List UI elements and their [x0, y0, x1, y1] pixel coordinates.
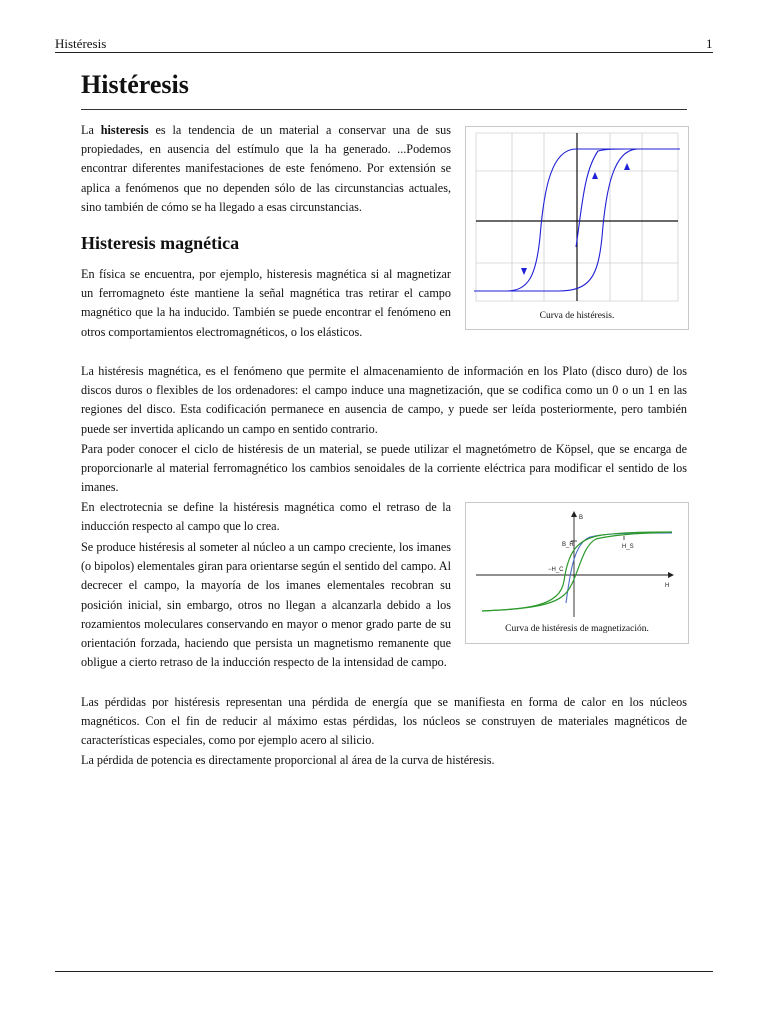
magnetization-curve-blue [566, 533, 672, 603]
intro-lead: La [81, 123, 94, 137]
paragraph-produce: Se produce histéresis al someter al núcleo a un campo creciente, los imanes (o bipolos) elementales giran para orientarse según el sentido del campo. Al decrecer el campo, la mayoría de los imanes elementales recobran su posición inicial, sin embargo, otros no llegan a alcanzarla debido a los rozamientos moleculares conservando en mayor o menor grado parte de su orientación forzada, haciendo que persista un magnetismo remanente que obligue a cierto retraso de la inducción respecto de la intensidad de campo. [81, 540, 451, 670]
title-rule [81, 109, 687, 110]
br-label: B_R [562, 542, 574, 548]
figure-magnetization-caption: Curva de histéresis de magnetización. [505, 624, 649, 634]
header-rule [55, 52, 713, 53]
footer-rule [55, 971, 713, 972]
paragraph-perdidas: Las pérdidas por histéresis representan una pérdida de energía que se manifiesta en forma de calor en los núcleos magnéticos. Con el fin de reducir al máximo estas pérdidas, los núcleos se construyen de materiales magnéticos de características especiales, como por ejemplo acero al silicio. [81, 695, 687, 748]
figure-hysteresis [465, 126, 689, 330]
figure-hysteresis-caption: Curva de histéresis. [539, 311, 615, 321]
magnetization-curve-green-lower [482, 532, 672, 611]
axis-b-label: B [579, 515, 584, 521]
running-head-title: Histéresis [55, 36, 107, 51]
paragraph-kopsel: Para poder conocer el ciclo de histéresis de un material, se puede utilizar el magnetómetro de Köpsel, que se encarga de proporcionarle al material ferromagnético los cambios senoidales de la corriente eléctrica para modificar el sentido de los imanes. [81, 442, 687, 495]
hc-label: −H_C [548, 567, 564, 573]
intro-text: es la tendencia de un material a conservar una de sus propiedades, en ausencia del estímulo que la ha generado. ...Podemos encontrar diferentes manifestaciones de este fenómeno. Por extensión se aplica a fenómenos que no dependen sólo de las circunstancias actuales, sino también de cómo se ha llegado a esas circunstancias. [81, 123, 452, 214]
magnetization-chart [466, 503, 688, 621]
paragraph-plato: La histéresis magnética, es el fenómeno que permite el almacenamiento de información en los Plato (disco duro) de los discos duros o flexibles de los ordenadores: el campo induce una magnetización, que se codifica como un 0 o un 1 en las regiones del disco. Esta codificación permanece en ausencia de campo, y puede ser leída posteriormente, pero también puede ser invertida aplicando un campo en sentido contrario. [81, 364, 687, 436]
paragraph-electrotecnia: En electrotecnia se define la histéresis magnética como el retraso de la inducción respecto al campo que lo crea. [81, 500, 451, 534]
intro-bold-term: histeresis [100, 123, 149, 137]
hysteresis-chart [466, 127, 688, 307]
figure-magnetization [465, 502, 689, 644]
page-number: 1 [706, 36, 713, 51]
paragraph-fisica: En física se encuentra, por ejemplo, histeresis magnética si al magnetizar un ferromagneto éste mantiene la señal magnética tras retirar el campo magnético que la ha inducido. También se puede encontrar el fenómeno en otros comportamientos electromagnéticos, o los elásticos. [81, 267, 451, 339]
page-title: Histéresis [81, 70, 189, 99]
paragraph-potencia: La pérdida de potencia es directamente proporcional al área de la curva de histéresis. [81, 753, 495, 767]
intro-paragraph [81, 121, 451, 217]
hs-label: H_S [622, 544, 634, 550]
section-heading: Histeresis magnética [81, 233, 240, 253]
axis-h-label: H [665, 583, 670, 589]
hysteresis-curve-inner [576, 149, 626, 247]
